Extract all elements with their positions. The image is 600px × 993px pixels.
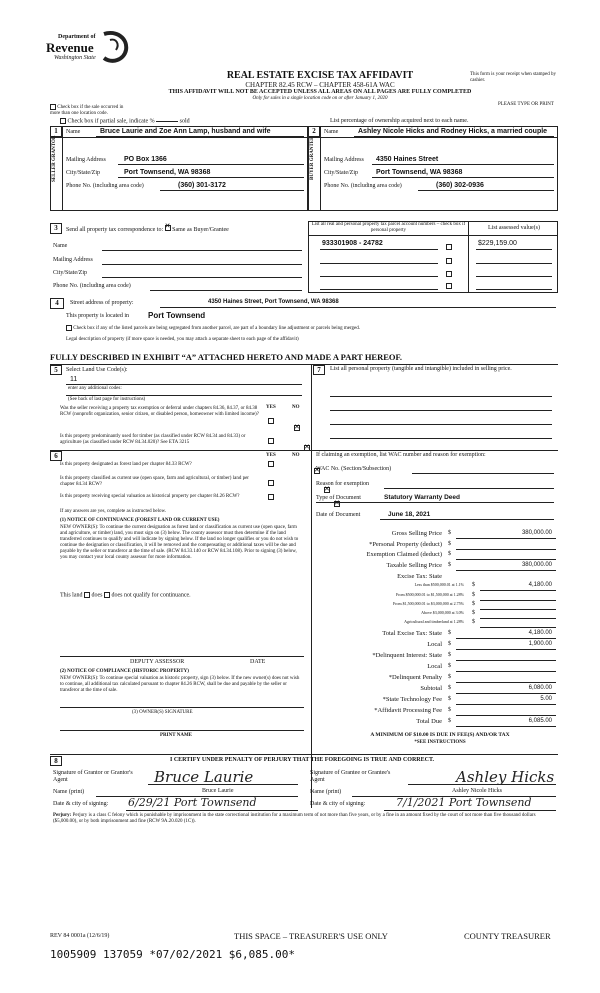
sec5-q1: Was the seller receiving a property tax exemption or deferral under chapters 84.36, 84.37, or 84.38 RCW (nonprofit organization, senior citizen, or disabled person, homeowner with limited income)? <box>60 406 259 417</box>
delinquent-interest-local-label: Local <box>427 663 442 670</box>
parcel-number: 933301908 - 24782 <box>322 240 383 247</box>
buyer-mail: 4350 Haines Street <box>376 156 439 163</box>
street-address: 4350 Haines Street, Port Townsend, WA 98368 <box>208 299 339 305</box>
sec3-city-label: City/State/Zip <box>53 270 87 276</box>
seller-phone: (360) 301-3172 <box>178 182 226 189</box>
grantor-date-city: 6/29/21 Port Townsend <box>128 796 257 809</box>
notice1-body: NEW OWNER(S): To continue the current designation as forest land or classification as current use (open space, farm and agriculture, or timber) land, you must sign on (3) below. The county assessor must then determine if the land transferred continues to qualify and will indicate by signing below. If the land no longer qualifies or you do not wish to continue the designation or classification, it will be removed and the compensating or additional taxes will be due and payable by the seller or transferor at the time of sale. (RCW 84.33.140 or RCW 84.34.108). Prior to signing (3) below, you may contact your local county assessor for more information. <box>60 525 299 560</box>
tax-tier1-value: 4,180.00 <box>528 582 552 588</box>
print-note: PLEASE TYPE OR PRINT <box>498 102 554 107</box>
sec3-number: 3 <box>50 223 62 234</box>
seller-phone-label: Phone No. (including area code) <box>66 183 144 189</box>
subtotal-value: 6,080.00 <box>528 685 552 691</box>
minimum-note: A MINIMUM OF $10.00 IS DUE IN FEE(S) AND/OR TAX <box>370 732 510 738</box>
grantor-name: Bruce Laurie <box>202 788 234 794</box>
tax-tier4-label: Above $3,000,000 at 3.0% <box>421 610 464 615</box>
street-address-label: Street address of property: <box>70 300 134 306</box>
segregated-check[interactable]: Check box if any of the listed parcels are being segregated from another parcel, are part of a boundary line adjustment or parcels being merged. <box>66 325 360 332</box>
subtotal-label: Subtotal <box>420 685 442 692</box>
owner-signature-label: (3) OWNER(S) SIGNATURE <box>132 710 193 715</box>
state-technology-fee-currency: $ <box>448 696 451 702</box>
sec5-number: 5 <box>50 365 62 375</box>
buyer-side-label: BUYER GRANTEE <box>310 136 315 180</box>
taxable-selling-price-value: 380,000.00 <box>521 562 552 568</box>
treasurer-space: THIS SPACE – TREASURER'S USE ONLY <box>234 931 388 941</box>
buyer-city: Port Townsend, WA 98368 <box>376 169 463 176</box>
list-percentage-note: List percentage of ownership acquired next to each name. <box>330 118 469 124</box>
grantee-signature: Ashley Hicks <box>456 768 555 786</box>
county-treasurer: COUNTY TREASURER <box>464 931 551 941</box>
delinquent-interest-state-currency: $ <box>448 652 451 658</box>
sec6-number: 6 <box>50 451 62 461</box>
total-excise-state-value: 4,180.00 <box>528 630 552 636</box>
land-use-label: Select Land Use Code(s): <box>66 367 128 373</box>
notice2-title: (2) NOTICE OF COMPLIANCE (HISTORIC PROPERTY) <box>60 669 189 674</box>
reason-label: Reason for exemption <box>316 481 369 487</box>
see-back-note: (See back of last page for instructions) <box>68 397 146 402</box>
deputy-assessor-label: DEPUTY ASSESSOR <box>130 659 185 665</box>
land-continuance: This land does does not qualify for continuance. <box>60 592 191 599</box>
sec6-yes-header: YES <box>266 453 276 458</box>
state-technology-fee-label: *State Technology Fee <box>382 696 442 703</box>
personal-property-currency: $ <box>448 541 451 547</box>
tax-tier5-currency: $ <box>472 619 475 625</box>
sec5-q1-no[interactable] <box>294 425 300 431</box>
seller-city: Port Townsend, WA 98368 <box>124 169 211 176</box>
grantee-date-city: 7/1/2021 Port Townsend <box>396 796 532 809</box>
single-location-note: Only for sales in a single location code on or after January 1, 2020 <box>252 96 388 101</box>
receipt-note: This form is your receipt when stamped by cashier. <box>470 72 556 83</box>
multi-location-check[interactable]: Check box if the sale occurred in more than one location code. <box>50 105 124 117</box>
print-name-label: PRINT NAME <box>160 733 192 738</box>
gross-selling-price-value: 380,000.00 <box>521 530 552 536</box>
logo-line2: Revenue <box>46 40 94 55</box>
grantee-date-label: Date & city of signing: <box>310 801 366 807</box>
doc-date: June 18, 2021 <box>388 511 431 518</box>
sec6-q1-yes[interactable] <box>268 461 274 467</box>
sec6-no-header: NO <box>292 453 300 458</box>
sec5-no-header: NO <box>292 405 300 410</box>
assessed-value: $229,159.00 <box>478 240 517 247</box>
subtotal-currency: $ <box>448 685 451 691</box>
sec6-if-yes: If any answers are yes, complete as instructed below. <box>60 509 167 514</box>
seller-name-label: Name <box>66 129 81 135</box>
sec5-q2-yes[interactable] <box>268 438 274 444</box>
buyer-name-label: Name <box>324 129 339 135</box>
exemption-claimed-label: Exemption Claimed (deduct) <box>366 551 442 558</box>
seller-section-number: 1 <box>50 126 62 137</box>
parcel-4-personal-check[interactable] <box>446 283 452 289</box>
tax-tier3-currency: $ <box>472 601 475 607</box>
notice1-title: (1) NOTICE OF CONTINUANCE (FOREST LAND OR CURRENT USE) <box>60 518 220 523</box>
total-excise-state-label: Total Excise Tax: State <box>382 630 442 637</box>
see-instructions: *SEE INSTRUCTIONS <box>414 740 466 745</box>
sec3-phone-label: Phone No. (including area code) <box>53 283 131 289</box>
excise-tax-state-label: Excise Tax: State <box>397 573 442 580</box>
form-warning: THIS AFFIDAVIT WILL NOT BE ACCEPTED UNLESS ALL AREAS ON ALL PAGES ARE FULLY COMPLETED <box>168 89 472 95</box>
grantor-date-label: Date & city of signing: <box>53 801 109 807</box>
tax-tier4-currency: $ <box>472 610 475 616</box>
grantor-sig-label: Signature of Grantor or Grantor's Agent <box>53 770 133 783</box>
legal-description-label: Legal description of property (if more space is needed, you may attach a separate sheet to each page of the affidavit) <box>66 337 299 342</box>
exhibit-a-line: FULLY DESCRIBED IN EXHIBIT “A” ATTACHED HERETO AND MADE A PART HEREOF. <box>50 352 403 362</box>
state-technology-fee-value: 5.00 <box>540 696 552 702</box>
gross-selling-price-label: Gross Selling Price <box>391 530 442 537</box>
dor-logo <box>44 30 134 66</box>
grantor-name-label: Name (print) <box>53 789 85 795</box>
tax-tier1-label: Less than $500,000.01 at 1.1% <box>414 582 464 587</box>
delinquent-penalty-label: *Delinquent Penalty <box>388 674 442 681</box>
additional-codes-label: enter any additional codes: <box>68 386 122 391</box>
form-title: REAL ESTATE EXCISE TAX AFFIDAVIT <box>226 70 414 81</box>
total-excise-local-label: Local <box>427 641 442 648</box>
sec6-q2: Is this property classified as current use (open space, farm and agricultural, or timber) land per chapter 84.34 RCW? <box>60 476 249 487</box>
buyer-phone-label: Phone No. (including area code) <box>324 183 402 189</box>
notice2-body: NEW OWNER(S): To continue special valuation as historic property, sign (3) below. If the new owner(s) does not wish to continue, all additional tax calculated pursuant to chapter 84.26 RCW, shall be due and payable by the seller or transferor at the time of sale. <box>60 676 300 693</box>
delinquent-penalty-currency: $ <box>448 674 451 680</box>
delinquent-interest-state-label: *Delinquent Interest: State <box>372 652 442 659</box>
doc-type-label: Type of Document <box>316 495 361 501</box>
sec5-q1-yes[interactable] <box>268 418 274 424</box>
grantee-sig-label: Signature of Grantee or Grantee's Agent <box>310 770 391 783</box>
perjury-note: Perjury: Perjury is a class C felony which is punishable by imprisonment in the state correctional institution for a maximum term of not more than five years, or by a fine in an amount fixed by the court of not more than five thousand dollars ($5,000.00), or by both imprisonment and fine (RCW 9A.20.020 (1C)). <box>53 813 536 824</box>
personal-property-label: *Personal Property (deduct) <box>369 541 442 548</box>
affidavit-processing-fee-label: *Affidavit Processing Fee <box>374 707 442 714</box>
total-excise-local-currency: $ <box>448 641 451 647</box>
delinquent-interest-local-currency: $ <box>448 663 451 669</box>
taxable-selling-price-label: Taxable Selling Price <box>386 562 442 569</box>
buyer-mail-label: Mailing Address <box>324 157 364 163</box>
buyer-city-label: City/State/Zip <box>324 170 358 176</box>
seller-mail-label: Mailing Address <box>66 157 106 163</box>
buyer-name: Ashley Nicole Hicks and Rodney Hicks, a married couple <box>358 128 548 135</box>
grantee-name-label: Name (print) <box>310 789 342 795</box>
sec7-number: 7 <box>313 365 325 375</box>
located-label: This property is located in <box>66 313 129 319</box>
buyer-phone: (360) 302-0936 <box>436 182 484 189</box>
sec6-q3: Is this property receiving special valuation as historical property per chapter 84.26 RCW? <box>60 494 240 499</box>
sec3-name-label: Name <box>53 243 68 249</box>
seller-name: Bruce Laurie and Zoe Ann Lamp, husband and wife <box>100 128 271 135</box>
sec5-yes-header: YES <box>266 405 276 410</box>
form-chapter: CHAPTER 82.45 RCW – CHAPTER 458-61A WAC <box>245 81 395 89</box>
parcel-1-personal-check[interactable] <box>446 244 452 250</box>
total-due-currency: $ <box>448 718 451 724</box>
wac-label: WAC No. (Section/Subsection) <box>316 466 392 472</box>
sec8-number: 8 <box>50 756 62 766</box>
logo-line3: Washington State <box>54 55 96 61</box>
tax-tier2-label: From $500,000.01 to $1,500,000 at 1.28% <box>396 592 464 597</box>
sec4-number: 4 <box>50 298 64 309</box>
sec6-q3-yes[interactable] <box>268 494 274 500</box>
rev-number: REV 84 0001a (12/6/19) <box>50 933 110 939</box>
parcel-2-personal-check[interactable] <box>446 258 452 264</box>
exemption-label: If claiming an exemption, list WAC number and reason for exemption: <box>316 452 486 458</box>
total-due-value: 6,085.00 <box>528 718 552 724</box>
sec5-q2: Is this property predominantly used for timber (as classified under RCW 84.34 and 84.33) or agriculture (as classified under RCW 84.34.020)? See ETA 3215 <box>60 434 246 445</box>
grantee-name: Ashley Nicole Hicks <box>452 788 502 794</box>
sec6-q2-yes[interactable] <box>268 480 274 486</box>
sec7-label: List all personal property (tangible and intangible) included in selling price. <box>330 366 512 372</box>
total-due-label: Total Due <box>416 718 442 725</box>
treasurer-stamp: 1005909 137059 *07/02/2021 $6,085.00* <box>50 948 296 961</box>
assessed-header: List assessed value(s) <box>488 225 540 231</box>
doc-date-label: Date of Document <box>316 512 361 518</box>
land-use-code: 11 <box>70 376 78 383</box>
taxable-selling-price-currency: $ <box>448 562 451 568</box>
parcel-header: List all real and personal property tax parcel account numbers – check box if personal property <box>311 222 466 233</box>
exemption-claimed-currency: $ <box>448 551 451 557</box>
land-does-not-check[interactable] <box>104 592 110 598</box>
partial-sale-check[interactable]: Check box if partial sale, indicate % sold <box>60 118 190 125</box>
tax-tier2-currency: $ <box>472 592 475 598</box>
parcel-3-personal-check[interactable] <box>446 271 452 277</box>
total-excise-local-value: 1,900.00 <box>528 641 552 647</box>
located-city: Port Townsend <box>148 311 206 320</box>
sec3-label[interactable]: Send all property tax correspondence to: ✕ Same as Buyer/Grantee <box>66 225 229 234</box>
doc-type: Statutory Warranty Deed <box>384 494 460 501</box>
seller-mail: PO Box 1366 <box>124 156 167 163</box>
seller-city-label: City/State/Zip <box>66 170 100 176</box>
tax-tier5-label: Agricultural and timberland at 1.28% <box>404 619 464 624</box>
deputy-date-label: DATE <box>250 659 266 665</box>
logo-line1: Department of <box>58 34 96 40</box>
sec3-mail-label: Mailing Address <box>53 257 93 263</box>
grantor-signature: Bruce Laurie <box>154 768 254 786</box>
land-does-check[interactable] <box>84 592 90 598</box>
tax-tier1-currency: $ <box>472 582 475 588</box>
gross-selling-price-currency: $ <box>448 530 451 536</box>
tax-tier3-label: From $1,500,000.01 to $3,000,000 at 2.75% <box>393 601 464 606</box>
sec6-q1: Is this property designated as forest land per chapter 84.33 RCW? <box>60 462 192 467</box>
buyer-section-number: 2 <box>308 126 320 137</box>
total-excise-state-currency: $ <box>448 630 451 636</box>
seller-side-label: SELLER GRANTOR <box>52 135 57 182</box>
certify-line: I CERTIFY UNDER PENALTY OF PERJURY THAT THE FOREGOING IS TRUE AND CORRECT. <box>170 757 435 763</box>
affidavit-processing-fee-currency: $ <box>448 707 451 713</box>
